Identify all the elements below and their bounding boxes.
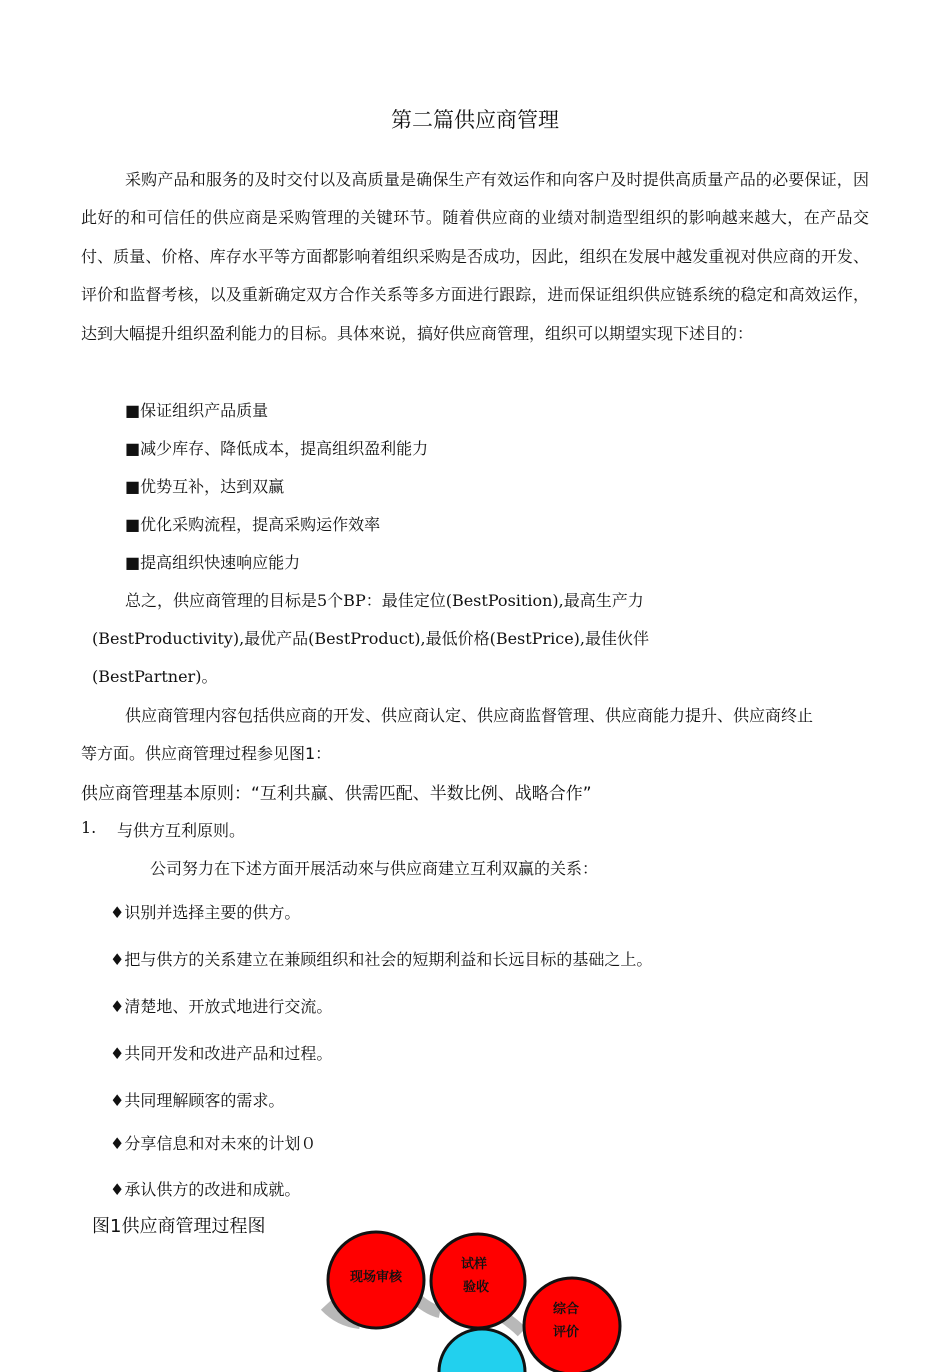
node-label: 评价 bbox=[552, 1325, 580, 1340]
bullet-item: ♦承认供方的改进和成就。 bbox=[110, 1180, 301, 1199]
principle-intro: 公司努力在下述方面开展活动來与供应商建立互利双赢的关系： bbox=[150, 859, 599, 878]
process-diagram bbox=[0, 1225, 950, 1372]
process-node-cyan bbox=[439, 1329, 525, 1372]
goal-item: ■优势互补，达到双赢 bbox=[125, 477, 285, 496]
goal-item: ■优化采购流程，提高采购运作效率 bbox=[125, 515, 381, 534]
bullet-item: ♦共同理解顾客的需求。 bbox=[110, 1091, 285, 1110]
ring-segment bbox=[505, 1318, 522, 1332]
goal-item: ■保证组织产品质量 bbox=[125, 401, 269, 420]
bullet-item: ♦分享信息和对未來的计划０ bbox=[110, 1134, 317, 1153]
node-label: 验收 bbox=[462, 1280, 490, 1295]
goal-item: ■提高组织快速响应能力 bbox=[125, 553, 301, 572]
bullet-item: ♦识别并选择主要的供方。 bbox=[110, 903, 301, 922]
bp-line-3: (BestPartner)。 bbox=[92, 667, 218, 686]
content-line-1: 供应商管理内容包括供应商的开发、供应商认定、供应商监督管理、供应商能力提升、供应商终止 bbox=[125, 706, 814, 725]
bullet-item: ♦共同开发和改进产品和过程。 bbox=[110, 1044, 333, 1063]
figure-caption: 图1供应商管理过程图 bbox=[92, 1216, 266, 1237]
bp-line-2: (BestProductivity),最优产品(BestProduct),最低价格(BestPrice),最佳伙伴 bbox=[92, 629, 649, 648]
node-label: 综合 bbox=[552, 1302, 580, 1317]
principle-title: 与供方互利原则。 bbox=[117, 821, 246, 840]
bp-line-1: 总之，供应商管理的目标是5个BP：最佳定位(BestPosition),最高生产力 bbox=[125, 591, 644, 610]
bullet-item: ♦清楚地、开放式地进行交流。 bbox=[110, 997, 333, 1016]
node-label: 试样 bbox=[460, 1257, 488, 1272]
page-title: 第二篇供应商管理 bbox=[391, 108, 559, 132]
node-label: 现场审核 bbox=[349, 1270, 403, 1285]
bullet-item: ♦把与供方的关系建立在兼顾组织和社会的短期利益和长远目标的基础之上。 bbox=[110, 950, 653, 969]
goal-item: ■减少库存、降低成本，提高组织盈利能力 bbox=[125, 439, 429, 458]
principle-number: 1. bbox=[81, 818, 97, 837]
intro-paragraph: 采购产品和服务的及时交付以及高质量是确保生产有效运作和向客户及时提供高质量产品的必要保证，因此好的和可信任的供应商是采购管理的关键环节。随着供应商的业绩对制造型组织的影响越来越大，在产品交付、质量、价格、库存水平等方面都影响着组织采购是否成功，因此，组织在发展中越发重视对供应商的开发、评价和监督考核，以及重新确定双方合作关系等多方面进行跟踪，进而保证组织供应链系统的稳定和高效运作，达到大幅提升组织盈利能力的目标。具体來说，搞好供应商管理，组织可以期望实现下述目的： bbox=[81, 170, 869, 343]
principles-heading: 供应商管理基本原则：“互利共赢、供需匹配、半数比例、战略合作” bbox=[81, 784, 592, 804]
content-line-2: 等方面。供应商管理过程参见图1： bbox=[81, 744, 332, 763]
